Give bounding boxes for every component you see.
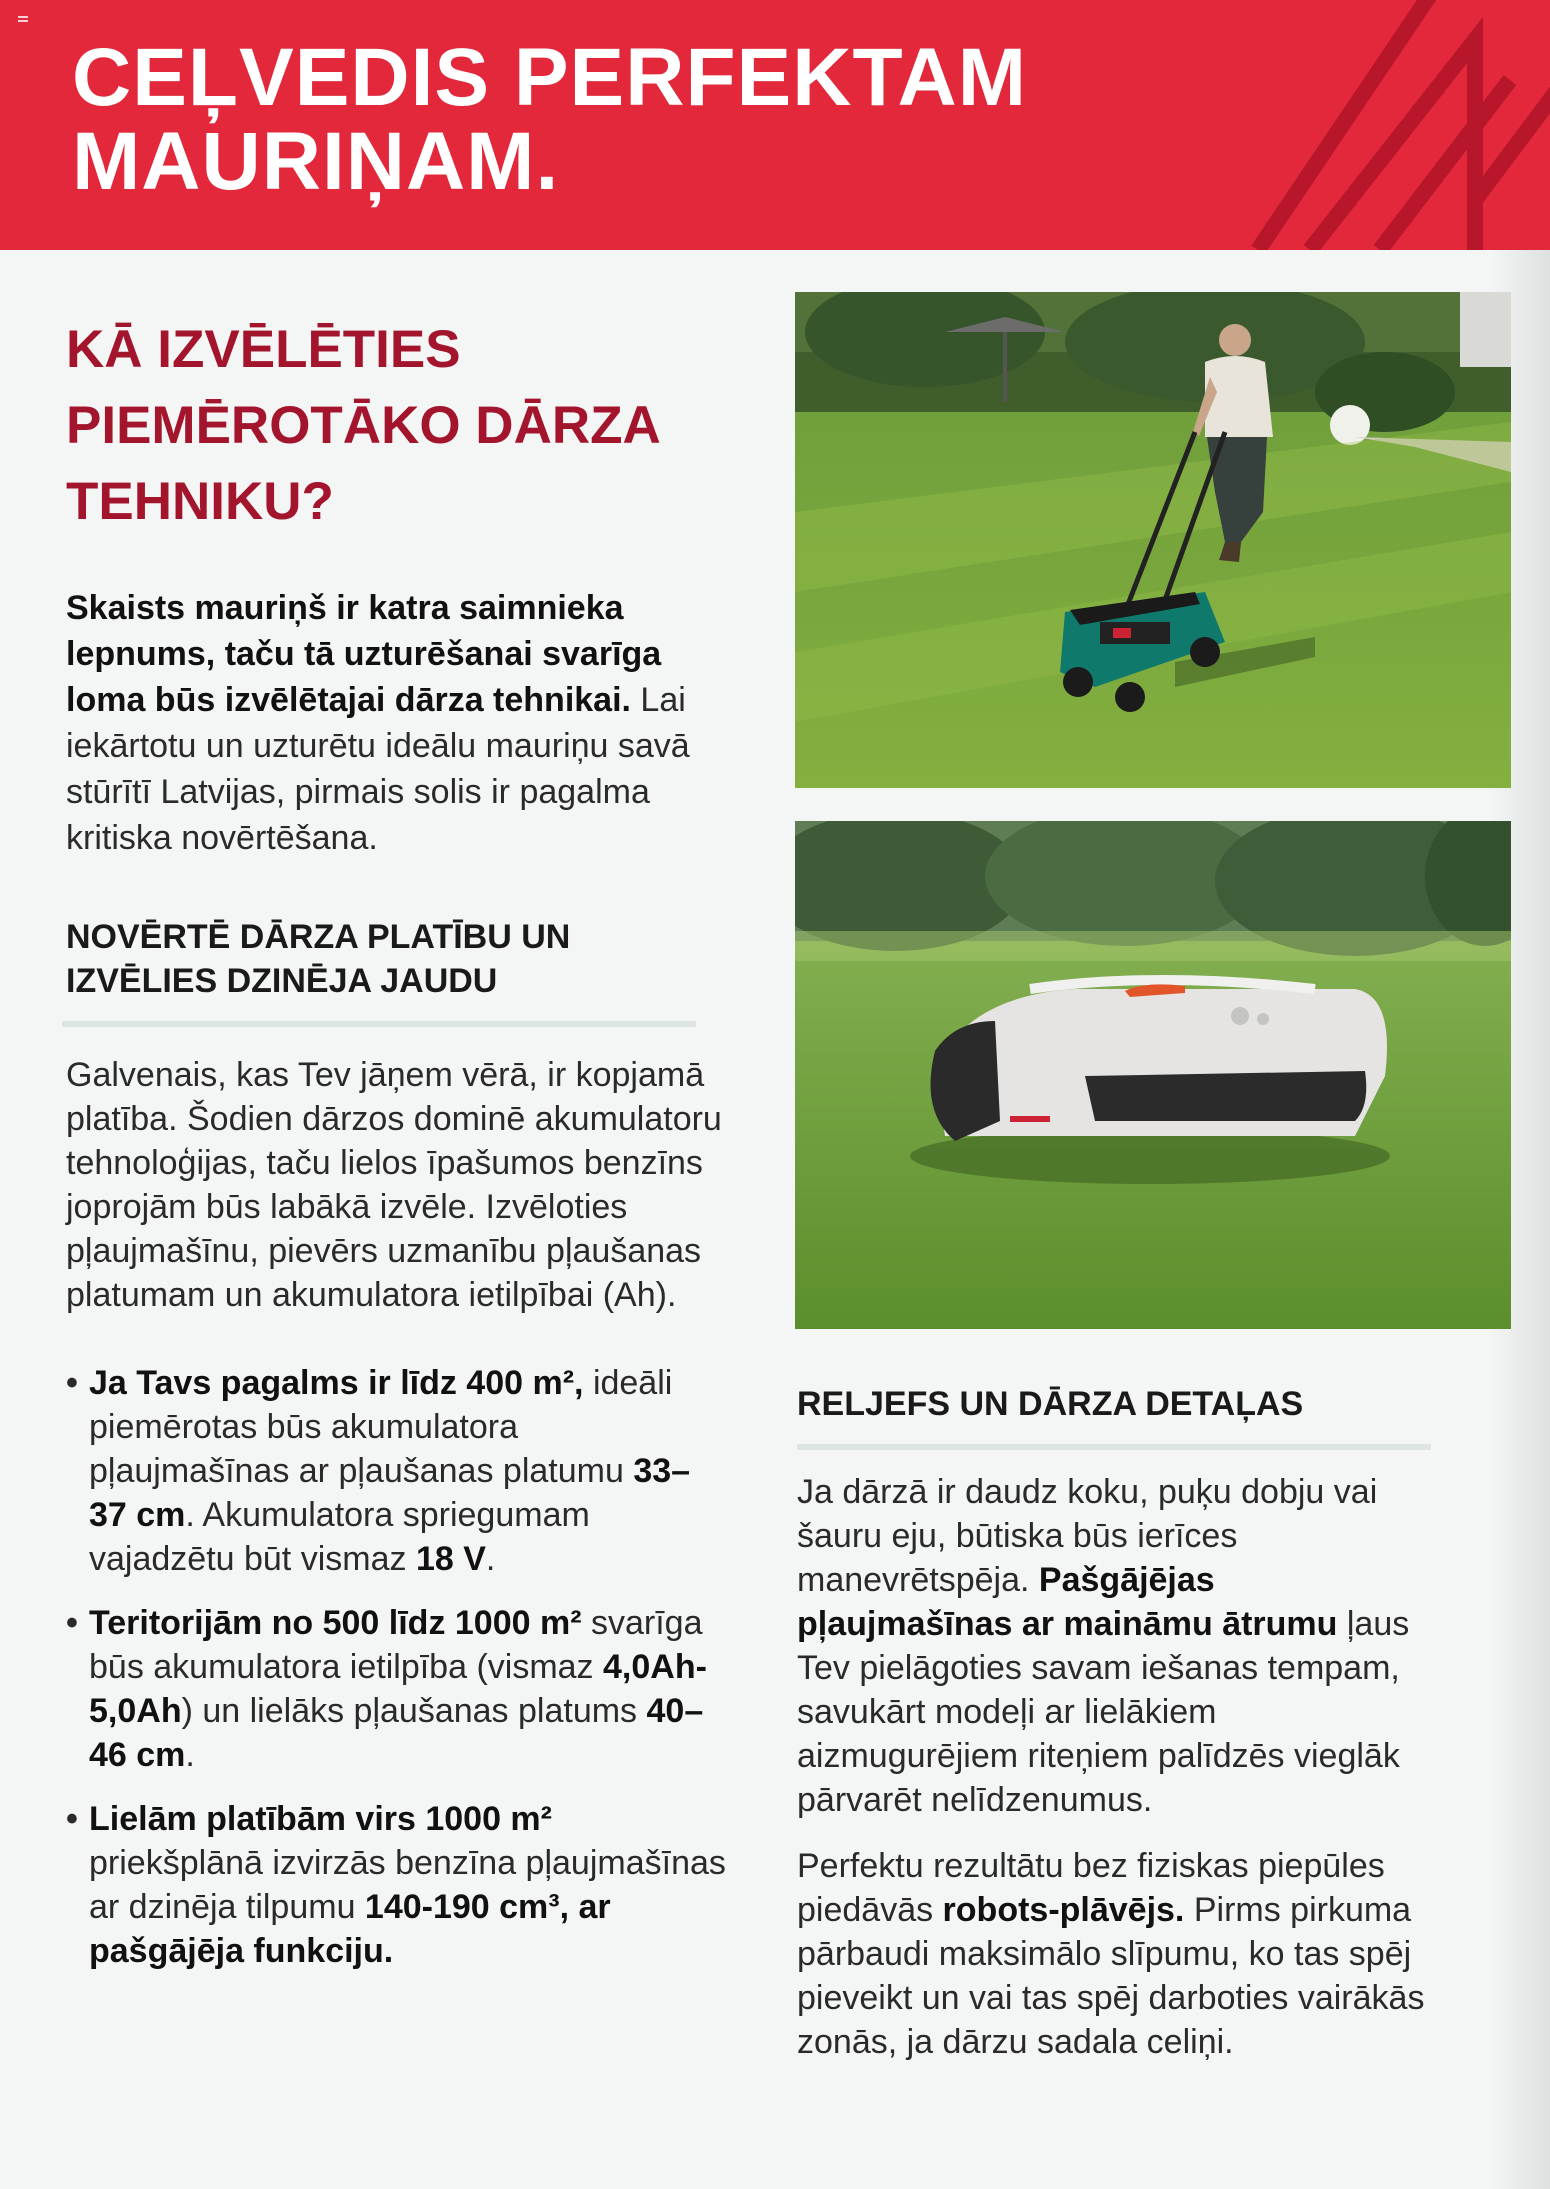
bullet-bold-text: 33–37 cm [89, 1452, 691, 1534]
menu-icon[interactable] [18, 16, 28, 24]
page-title [72, 32, 1027, 207]
area-power-paragraph: Galvenais, kas Tev jāņem vērā, ir kopjamā platība. Šodien dārzos dominē akumulatoru tehnoloģijas, taču lielos īpašumos benzīns joprojām būs labākā izvēle. Izvēloties pļaujmašīnu, pievērs uzmanību pļaušanas platumam un akumulatora ietilpībai (Ah). [66, 1056, 722, 1314]
left-column [66, 300, 726, 1993]
section-divider [797, 1444, 1431, 1450]
intro-bold-text: Skaists mauriņš ir katra saimnieka lepnums, taču tā uzturēšanai svarīga loma būs izvēlētajai dārza tehnikai. [66, 589, 662, 719]
section-heading-line-1: NOVĒRTĒ DĀRZA PLATĪBU UN [66, 918, 571, 956]
section-heading-area-power [66, 915, 726, 1003]
bullet-bold-text: 18 V [415, 1540, 486, 1578]
terrain-text: Ja dārzā ir daudz koku, puķu dobju vai šauru eju, būtiska būs ierīces manevrētspēja. [797, 1473, 1378, 1599]
bullet-bold-text: 4,0Ah-5,0Ah [89, 1648, 707, 1730]
bullet-bold-text: 40–46 cm [89, 1692, 704, 1774]
bullet-bold-text: Ja Tavs pagalms ir līdz 400 m², [89, 1364, 593, 1402]
bullet-text: . Akumulatora spriegumam vajadzētu būt vismaz [89, 1496, 590, 1578]
terrain-paragraph [797, 1470, 1437, 1822]
robot-bold-text: robots-plāvējs. [942, 1891, 1185, 1929]
bullet-text: priekšplānā izvirzās benzīna pļaujmašīnas ar dzinēja tilpumu [89, 1844, 726, 1926]
main-question-heading [66, 312, 726, 540]
page-title-line-2: MAURIŅAM. [72, 116, 560, 207]
bullet-bold-text: Lielām platībām virs 1000 m² [89, 1800, 552, 1838]
brand-logo-icon [1240, 0, 1550, 250]
bullet-bold-text: Teritorijām no 500 līdz 1000 m² [89, 1604, 591, 1642]
section-heading-line-2: IZVĒLIES DZINĒJA JAUDU [66, 962, 498, 1000]
bullet-text: ) un lielāks pļaušanas platums [181, 1692, 647, 1730]
heading-line-1: KĀ IZVĒLĒTIES [66, 320, 461, 379]
intro-text: Lai iekārtotu un uzturētu ideālu mauriņu savā stūrītī Latvijas, pirmais solis ir pagalma kritiska novērtēšana. [66, 681, 690, 857]
bullet-text: svarīga būs akumulatora ietilpība (vismaz [89, 1604, 703, 1686]
section-divider [62, 1021, 696, 1027]
robot-text: Perfektu rezultātu bez fiziskas piepūles piedāvās [797, 1847, 1385, 1929]
robot-mower-paragraph [797, 1844, 1437, 2064]
bullet-item [66, 1601, 726, 1777]
bullet-bold-text: 140-190 cm³, ar pašgājēja funkciju. [89, 1888, 611, 1970]
section-heading-terrain: RELJEFS UN DĀRZA DETAĻAS [797, 1385, 1304, 1423]
heading-line-3: TEHNIKU? [66, 472, 334, 531]
bullet-text: ideāli piemērotas būs akumulatora pļaujmašīnas ar pļaušanas platumu [89, 1364, 673, 1490]
bullet-text: . [485, 1540, 496, 1578]
terrain-bold-text: Pašgājējas pļaujmašīnas ar maināmu ātrumu [797, 1561, 1338, 1643]
heading-line-2: PIEMĒROTĀKO DĀRZA [66, 396, 661, 455]
bullet-item [66, 1361, 726, 1581]
bullet-text: . [185, 1736, 195, 1774]
robot-text: Pirms pirkuma pārbaudi maksimālo slīpumu, ko tas spēj pieveikt un vai tas spēj darboties vairākās zonās, ja dārzu sadala celiņi. [797, 1891, 1425, 2061]
photo-robot-mower [795, 821, 1511, 1329]
terrain-text: ļaus Tev pielāgoties savam iešanas tempam, savukārt modeļi ar lielākiem aizmugurējiem riteņiem palīdzēs vieglāk pārvarēt nelīdzenumus. [797, 1605, 1410, 1819]
page-header [0, 0, 1550, 250]
bullet-item [66, 1797, 726, 1973]
intro-paragraph [66, 585, 726, 861]
page-title-line-1: CEĻVEDIS PERFEKTAM [72, 32, 1027, 123]
lawn-size-bullet-list [66, 1361, 726, 1973]
photo-man-mowing-lawn [795, 292, 1511, 788]
right-column [795, 292, 1511, 2064]
